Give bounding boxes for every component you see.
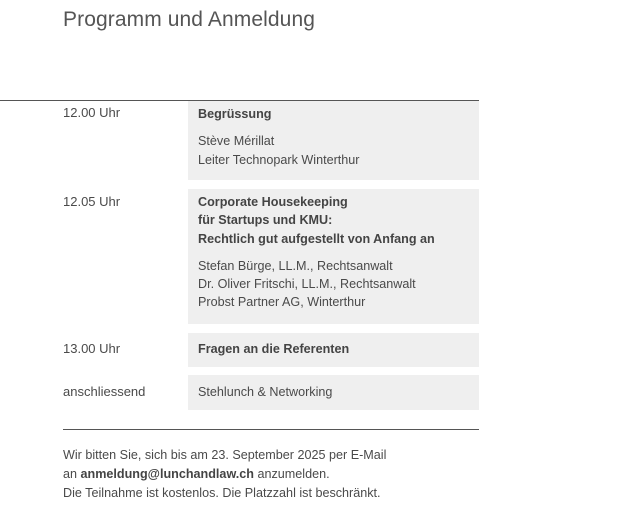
schedule-time: 13.00 Uhr bbox=[63, 341, 121, 356]
schedule-item-details bbox=[198, 257, 469, 312]
footer-line bbox=[63, 465, 483, 484]
schedule-item-heading bbox=[198, 105, 469, 123]
footer-text: an bbox=[63, 467, 81, 481]
schedule-time: 12.05 Uhr bbox=[63, 194, 121, 209]
footer-line: Wir bitten Sie, sich bis am 23. September 2025 per E-Mail bbox=[63, 448, 387, 462]
schedule-item-box bbox=[188, 101, 479, 180]
schedule-time: anschliessend bbox=[63, 384, 146, 399]
schedule-item-heading bbox=[198, 193, 469, 248]
schedule-item-heading bbox=[198, 340, 469, 358]
heading-line: für Startups und KMU: bbox=[198, 213, 333, 228]
heading-line: Fragen an die Referenten bbox=[198, 342, 350, 356]
page-title: Programm und Anmeldung bbox=[63, 8, 316, 31]
heading-line: Rechtlich gut aufgestellt von Anfang an bbox=[198, 231, 435, 246]
detail-line: Leiter Technopark Winterthur bbox=[198, 152, 360, 167]
heading-line: Begrüssung bbox=[198, 107, 272, 121]
footer-line: Die Teilnahme ist kostenlos. Die Platzzahl ist beschränkt. bbox=[63, 486, 381, 500]
schedule-item-box bbox=[188, 375, 479, 410]
detail-line: Dr. Oliver Fritschi, LL.M., Rechtsanwalt bbox=[198, 277, 416, 292]
schedule-item-box bbox=[188, 189, 479, 324]
heading-line: Corporate Housekeeping bbox=[198, 195, 348, 209]
schedule-item-details bbox=[198, 132, 469, 169]
detail-line: Stehlunch & Networking bbox=[198, 385, 333, 399]
schedule-time: 12.00 Uhr bbox=[63, 105, 121, 120]
detail-line: Probst Partner AG, Winterthur bbox=[198, 295, 366, 310]
email-link[interactable]: anmeldung@lunchandlaw.ch bbox=[80, 467, 254, 481]
detail-line: Stève Mérillat bbox=[198, 134, 275, 149]
footer-text: anzumelden. bbox=[253, 467, 330, 481]
registration-note bbox=[63, 446, 483, 503]
schedule-item-details bbox=[198, 383, 469, 401]
detail-line: Stefan Bürge, LL.M., Rechtsanwalt bbox=[198, 258, 393, 273]
bottom-divider bbox=[63, 429, 479, 430]
schedule-item-box bbox=[188, 333, 479, 367]
